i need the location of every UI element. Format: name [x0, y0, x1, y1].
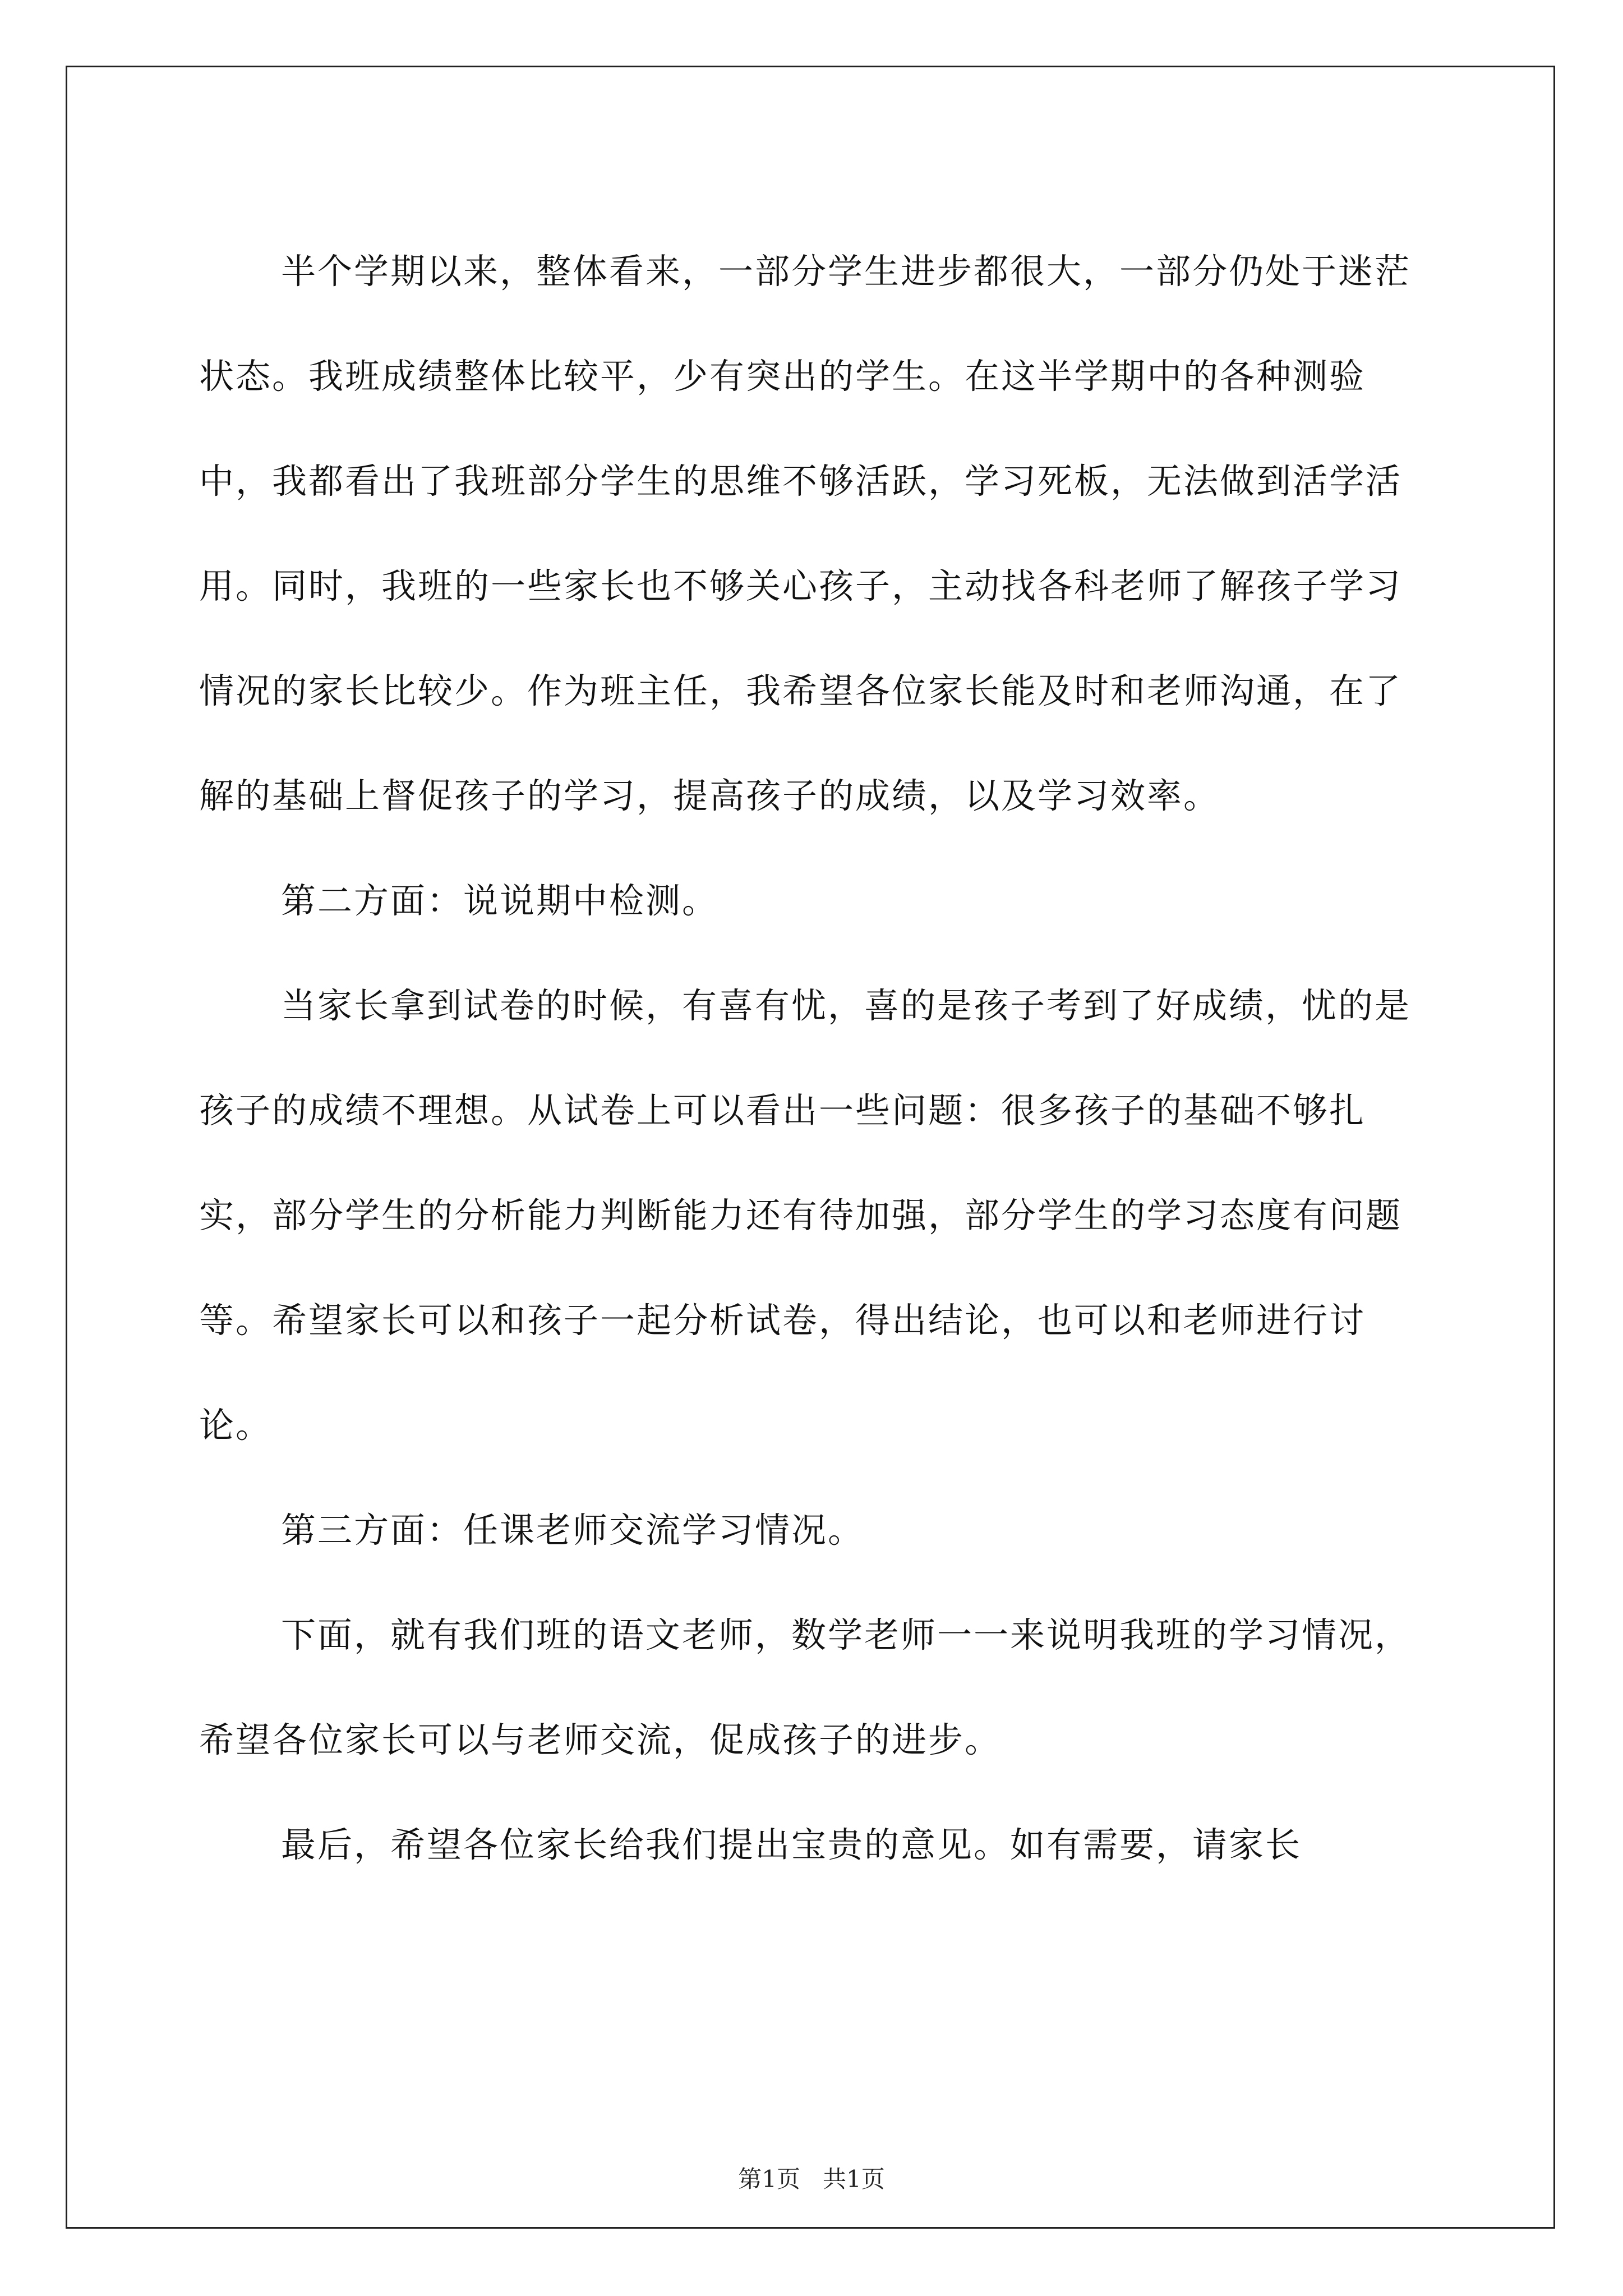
page-number-total: 共1页	[823, 2165, 885, 2193]
paragraph-1: 半个学期以来，整体看来，一部分学生进步都很大，一部分仍处于迷茫状态。我班成绩整体比较平，少有突出的学生。在这半学期中的各种测验中，我都看出了我班部分学生的思维不够活跃，学习死板，无法做到活学活用。同时，我班的一些家长也不够关心孩子，主动找各科老师了解孩子学习情况的家长比较少。作为班主任，我希望各位家长能及时和老师沟通，在了解的基础上督促孩子的学习，提高孩子的成绩，以及学习效率。	[199, 251, 1412, 816]
page-number-current: 第1页	[738, 2165, 800, 2193]
paragraph-5: 下面，就有我们班的语文老师，数学老师一一来说明我班的学习情况，希望各位家长可以与老师交流，促成孩子的进步。	[199, 1614, 1412, 1760]
document-body	[199, 219, 1424, 1897]
page-footer	[0, 2162, 1623, 2196]
paragraph-2-heading: 第二方面：说说期中检测。	[281, 880, 719, 921]
paragraph-3: 当家长拿到试卷的时候，有喜有忧，喜的是孩子考到了好成绩，忧的是孩子的成绩不理想。从试卷上可以看出一些问题：很多孩子的基础不够扎实，部分学生的分析能力判断能力还有待加强，部分学生的学习态度有问题等。希望家长可以和孩子一起分析试卷，得出结论，也可以和老师进行讨论。	[199, 985, 1412, 1446]
paragraph-4-heading: 第三方面：任课老师交流学习情况。	[281, 1510, 865, 1550]
paragraph-6: 最后，希望各位家长给我们提出宝贵的意见。如有需要，请家长	[281, 1824, 1302, 1865]
